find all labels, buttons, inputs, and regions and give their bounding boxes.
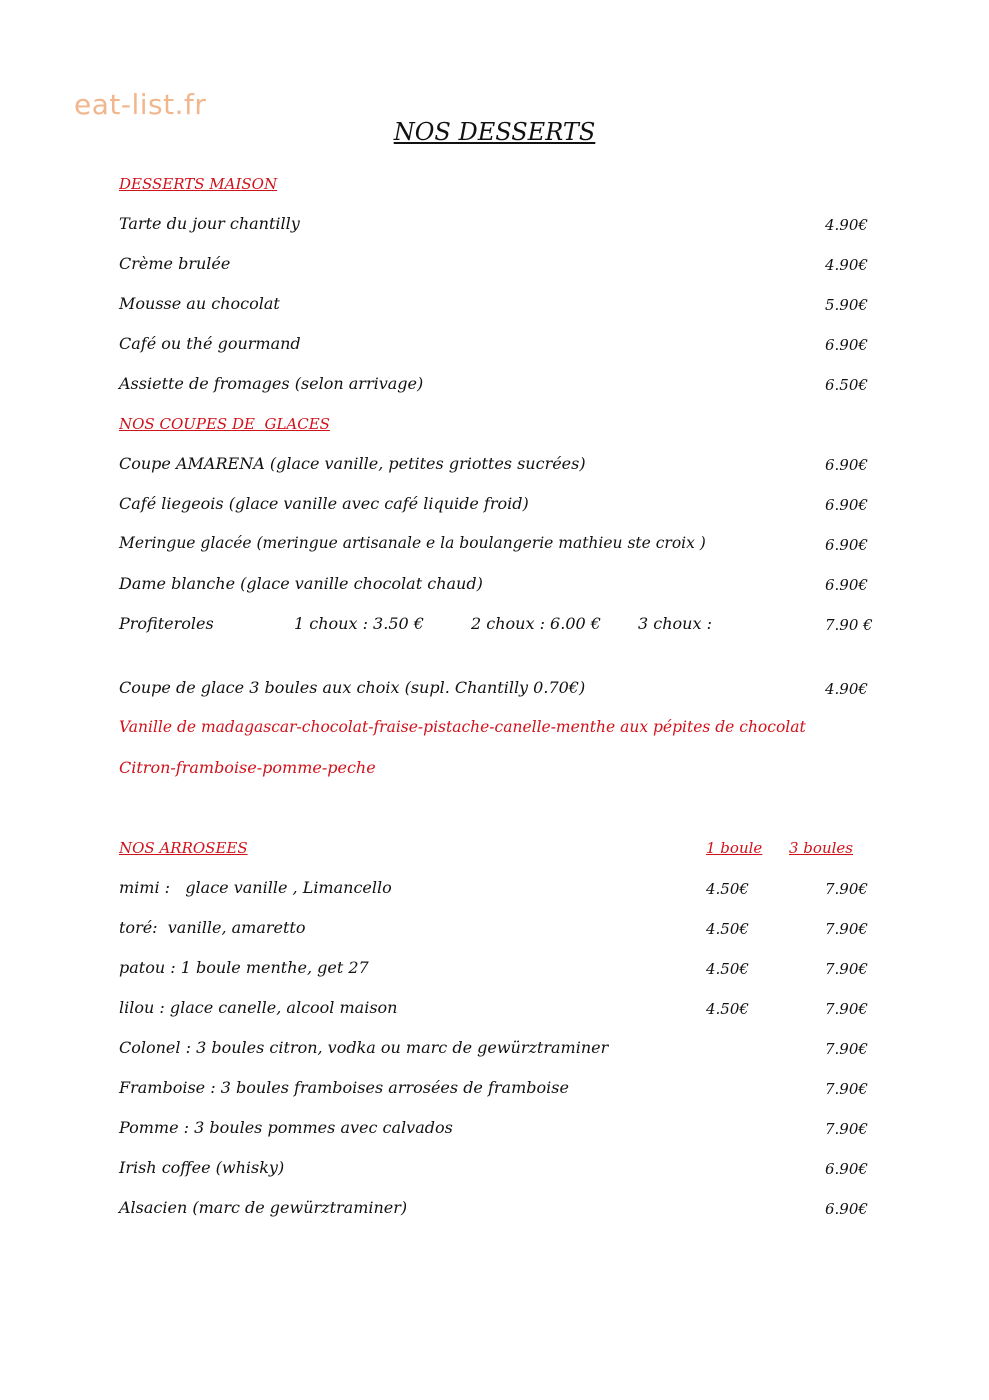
item-name: Assiette de fromages (selon arrivage) <box>119 374 424 393</box>
item-name: Irish coffee (whisky) <box>119 1158 285 1177</box>
profiteroles-option-1: 1 choux : 3.50 € <box>294 614 424 633</box>
item-price: 6.50€ <box>825 376 868 394</box>
item-name: Café liegeois (glace vanille avec café liquide froid) <box>119 494 529 513</box>
item-name: mimi : glace vanille , Limancello <box>119 878 392 897</box>
item-name: Pomme : 3 boules pommes avec calvados <box>119 1118 453 1137</box>
item-price-1-boule: 4.50€ <box>706 880 749 898</box>
page-title: NOS DESSERTS <box>393 118 596 146</box>
item-name: Meringue glacée (meringue artisanale e la boulangerie mathieu ste croix ) <box>119 534 706 552</box>
item-price-3-boules: 7.90€ <box>825 1040 868 1058</box>
item-name: toré: vanille, amaretto <box>119 918 306 937</box>
item-price-1-boule: 4.50€ <box>706 960 749 978</box>
item-price: 6.90€ <box>825 456 868 474</box>
item-price-3-boules: 7.90€ <box>825 1120 868 1138</box>
item-price: 4.90€ <box>825 216 868 234</box>
item-price: 7.90 € <box>825 616 873 634</box>
item-name: Café ou thé gourmand <box>119 334 301 353</box>
item-name: lilou : glace canelle, alcool maison <box>119 998 398 1017</box>
item-price-3-boules: 7.90€ <box>825 880 868 898</box>
item-name: Framboise : 3 boules framboises arrosées de framboise <box>119 1078 569 1097</box>
item-name: Tarte du jour chantilly <box>119 214 300 233</box>
section-heading-arrosees: NOS ARROSEES <box>119 839 248 857</box>
watermark: eat-list.fr <box>74 88 207 121</box>
column-header-1-boule: 1 boule <box>706 839 763 857</box>
item-name: Mousse au chocolat <box>119 294 280 313</box>
item-price: 4.90€ <box>825 256 868 274</box>
item-price-3-boules: 7.90€ <box>825 960 868 978</box>
item-name: Alsacien (marc de gewürztraminer) <box>119 1198 408 1217</box>
item-price-3-boules: 7.90€ <box>825 1000 868 1018</box>
item-price: 6.90€ <box>825 336 868 354</box>
item-price: 4.90€ <box>825 680 868 698</box>
item-price-3-boules: 7.90€ <box>825 1080 868 1098</box>
item-name: Coupe AMARENA (glace vanille, petites griottes sucrées) <box>119 454 586 473</box>
item-price: 6.90€ <box>825 576 868 594</box>
section-heading-desserts-maison: DESSERTS MAISON <box>119 175 278 193</box>
column-header-3-boules: 3 boules <box>789 839 853 857</box>
profiteroles-option-2: 2 choux : 6.00 € <box>471 614 601 633</box>
profiteroles-option-3: 3 choux : <box>638 614 712 633</box>
item-price: 6.90€ <box>825 536 868 554</box>
item-name: Coupe de glace 3 boules aux choix (supl. Chantilly 0.70€) <box>119 678 586 697</box>
item-name: Profiteroles <box>119 614 214 633</box>
flavors-line-2: Citron-framboise-pomme-peche <box>119 758 376 777</box>
item-price: 6.90€ <box>825 496 868 514</box>
item-price-3-boules: 6.90€ <box>825 1160 868 1178</box>
flavors-line-1: Vanille de madagascar-chocolat-fraise-pistache-canelle-menthe aux pépites de chocolat <box>119 718 806 736</box>
item-name: Crème brulée <box>119 254 231 273</box>
item-name: patou : 1 boule menthe, get 27 <box>119 958 369 977</box>
item-price-1-boule: 4.50€ <box>706 920 749 938</box>
item-price-3-boules: 7.90€ <box>825 920 868 938</box>
item-price-3-boules: 6.90€ <box>825 1200 868 1218</box>
item-name: Dame blanche (glace vanille chocolat chaud) <box>119 574 483 593</box>
item-price-1-boule: 4.50€ <box>706 1000 749 1018</box>
section-heading-coupes: NOS COUPES DE GLACES <box>119 415 330 433</box>
item-name: Colonel : 3 boules citron, vodka ou marc de gewürztraminer <box>119 1038 609 1057</box>
item-price: 5.90€ <box>825 296 868 314</box>
